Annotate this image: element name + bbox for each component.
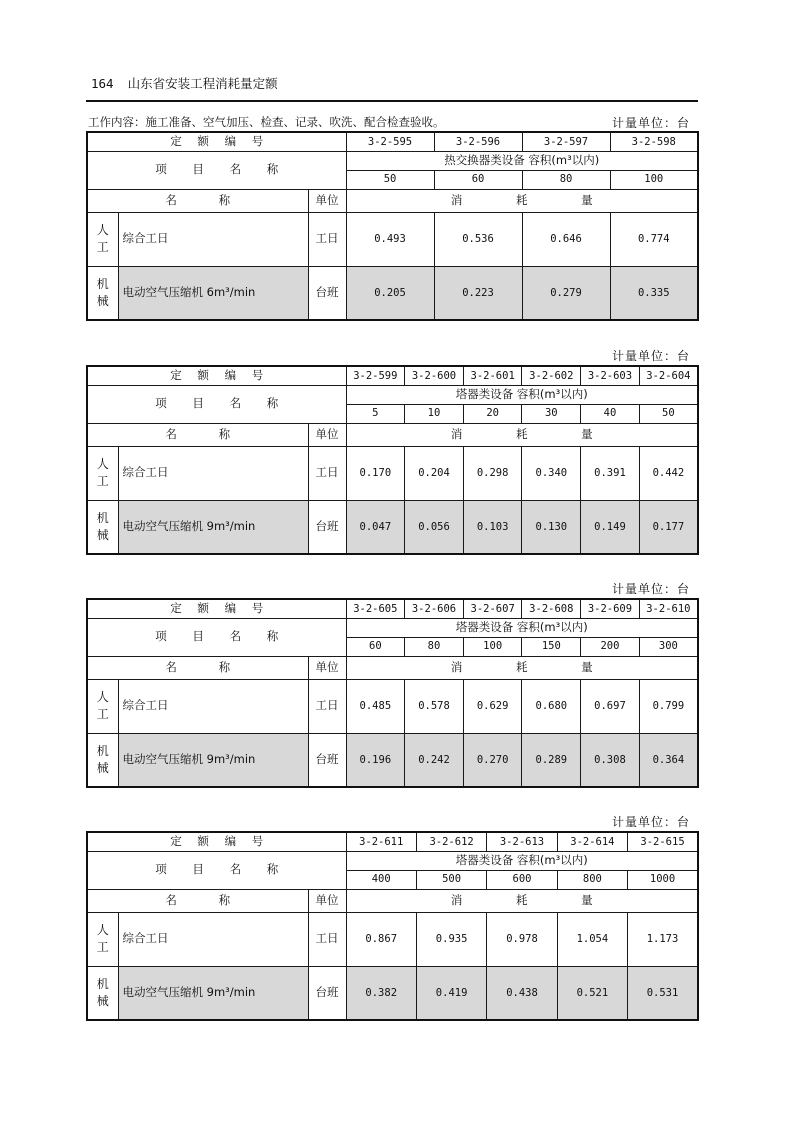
resource-name: 电动空气压缩机 9m³/min (118, 966, 308, 1020)
unit-column-header: 单位 (308, 189, 346, 212)
labor-row (87, 446, 698, 500)
quota-table (86, 365, 699, 555)
quota-code: 3-2-602 (522, 366, 581, 385)
quota-table (86, 831, 699, 1021)
volume-size: 300 (639, 637, 698, 656)
resource-unit: 台班 (308, 966, 346, 1020)
quota-code: 3-2-608 (522, 599, 581, 618)
consumption-value: 0.308 (581, 733, 640, 787)
quota-code: 3-2-598 (610, 132, 698, 151)
volume-size: 80 (522, 170, 610, 189)
volume-size: 200 (581, 637, 640, 656)
consumption-value: 0.935 (416, 912, 486, 966)
quota-code: 3-2-597 (522, 132, 610, 151)
consumption-value: 0.340 (522, 446, 581, 500)
column-header-row (87, 189, 698, 212)
consumption-value: 0.204 (405, 446, 464, 500)
quota-code: 3-2-603 (581, 366, 640, 385)
volume-size: 30 (522, 404, 581, 423)
equipment-category: 塔器类设备 容积(m³以内) (346, 851, 698, 870)
volume-size: 150 (522, 637, 581, 656)
volume-size: 800 (557, 870, 627, 889)
consumption-value: 0.485 (346, 679, 405, 733)
column-header-row (87, 889, 698, 912)
quota-code: 3-2-596 (434, 132, 522, 151)
resource-name: 电动空气压缩机 6m³/min (118, 266, 308, 320)
consumption-value: 0.170 (346, 446, 405, 500)
consumption-header: 消 耗 量 (346, 189, 698, 212)
resource-group-cell (87, 500, 118, 554)
volume-size: 60 (434, 170, 522, 189)
resource-name: 综合工日 (118, 679, 308, 733)
consumption-value: 0.382 (346, 966, 416, 1020)
resource-unit: 台班 (308, 266, 346, 320)
consumption-value: 1.054 (557, 912, 627, 966)
consumption-value: 0.270 (463, 733, 522, 787)
consumption-value: 0.536 (434, 212, 522, 266)
resource-name: 电动空气压缩机 9m³/min (118, 733, 308, 787)
resource-name: 综合工日 (118, 912, 308, 966)
consumption-header: 消 耗 量 (346, 656, 698, 679)
quota-code: 3-2-595 (346, 132, 434, 151)
consumption-value: 0.391 (581, 446, 640, 500)
quota-code: 3-2-599 (346, 366, 405, 385)
consumption-header: 消 耗 量 (346, 423, 698, 446)
consumption-value: 0.978 (487, 912, 557, 966)
item-name-label: 项 目 名 称 (87, 618, 346, 656)
machinery-row (87, 966, 698, 1020)
quota-code: 3-2-613 (487, 832, 557, 851)
consumption-value: 0.196 (346, 733, 405, 787)
volume-size: 400 (346, 870, 416, 889)
item-name-label: 项 目 名 称 (87, 151, 346, 189)
quota-table (86, 598, 699, 788)
volume-size: 40 (581, 404, 640, 423)
resource-group-cell (87, 266, 118, 320)
quota-code: 3-2-604 (639, 366, 698, 385)
equipment-category: 塔器类设备 容积(m³以内) (346, 385, 698, 404)
quota-code: 3-2-607 (463, 599, 522, 618)
equipment-category: 热交换器类设备 容积(m³以内) (346, 151, 698, 170)
consumption-value: 0.056 (405, 500, 464, 554)
volume-size: 80 (405, 637, 464, 656)
consumption-value: 0.438 (487, 966, 557, 1020)
resource-name: 综合工日 (118, 212, 308, 266)
name-column-header: 名 称 (87, 889, 308, 912)
consumption-value: 0.629 (463, 679, 522, 733)
volume-size: 10 (405, 404, 464, 423)
consumption-value: 0.103 (463, 500, 522, 554)
quota-code: 3-2-615 (628, 832, 698, 851)
quota-code-label: 定 额 编 号 (87, 832, 346, 851)
unit-column-header: 单位 (308, 423, 346, 446)
labor-row (87, 212, 698, 266)
name-column-header: 名 称 (87, 656, 308, 679)
column-header-row (87, 423, 698, 446)
quota-code: 3-2-609 (581, 599, 640, 618)
volume-size: 50 (639, 404, 698, 423)
quota-code: 3-2-601 (463, 366, 522, 385)
resource-name: 电动空气压缩机 9m³/min (118, 500, 308, 554)
volume-size: 500 (416, 870, 486, 889)
category-row (87, 618, 698, 637)
consumption-value: 0.419 (416, 966, 486, 1020)
consumption-value: 0.774 (610, 212, 698, 266)
name-column-header: 名 称 (87, 423, 308, 446)
quota-code: 3-2-614 (557, 832, 627, 851)
quota-code: 3-2-612 (416, 832, 486, 851)
consumption-value: 0.047 (346, 500, 405, 554)
machinery-row (87, 733, 698, 787)
consumption-value: 0.867 (346, 912, 416, 966)
quota-code: 3-2-610 (639, 599, 698, 618)
consumption-value: 0.149 (581, 500, 640, 554)
quota-code: 3-2-611 (346, 832, 416, 851)
header-rule (86, 100, 698, 102)
resource-unit: 台班 (308, 500, 346, 554)
resource-group-cell (87, 212, 118, 266)
labor-row (87, 679, 698, 733)
consumption-value: 0.205 (346, 266, 434, 320)
resource-unit: 工日 (308, 446, 346, 500)
resource-unit: 工日 (308, 212, 346, 266)
consumption-value: 0.242 (405, 733, 464, 787)
unit-of-measure-label: 计量单位：台 (611, 582, 690, 596)
resource-group-label: 机械 (96, 976, 109, 1008)
unit-of-measure-label: 计量单位：台 (611, 116, 690, 130)
quota-code-row (87, 599, 698, 618)
resource-group-cell (87, 733, 118, 787)
quota-table (86, 131, 699, 321)
machinery-row (87, 266, 698, 320)
consumption-value: 0.799 (639, 679, 698, 733)
page-number: 164 (91, 76, 114, 91)
category-row (87, 151, 698, 170)
quota-code: 3-2-606 (405, 599, 464, 618)
consumption-value: 0.279 (522, 266, 610, 320)
quota-code-row (87, 132, 698, 151)
quota-code-label: 定 额 编 号 (87, 366, 346, 385)
resource-unit: 工日 (308, 679, 346, 733)
resource-unit: 工日 (308, 912, 346, 966)
volume-size: 20 (463, 404, 522, 423)
quota-code-label: 定 额 编 号 (87, 599, 346, 618)
running-header (91, 74, 278, 92)
resource-group-label: 机械 (96, 510, 109, 542)
consumption-value: 0.521 (557, 966, 627, 1020)
resource-group-cell (87, 966, 118, 1020)
resource-group-cell (87, 446, 118, 500)
volume-size: 100 (463, 637, 522, 656)
consumption-value: 0.335 (610, 266, 698, 320)
unit-column-header: 单位 (308, 889, 346, 912)
machinery-row (87, 500, 698, 554)
resource-name: 综合工日 (118, 446, 308, 500)
volume-size: 60 (346, 637, 405, 656)
consumption-value: 0.493 (346, 212, 434, 266)
consumption-value: 0.697 (581, 679, 640, 733)
consumption-value: 0.289 (522, 733, 581, 787)
unit-of-measure-label: 计量单位：台 (611, 815, 690, 829)
quota-code-label: 定 额 编 号 (87, 132, 346, 151)
consumption-value: 0.680 (522, 679, 581, 733)
labor-row (87, 912, 698, 966)
consumption-value: 0.130 (522, 500, 581, 554)
category-row (87, 851, 698, 870)
quota-code-row (87, 832, 698, 851)
volume-size: 1000 (628, 870, 698, 889)
consumption-value: 1.173 (628, 912, 698, 966)
column-header-row (87, 656, 698, 679)
resource-group-cell (87, 679, 118, 733)
quota-code-row (87, 366, 698, 385)
consumption-value: 0.531 (628, 966, 698, 1020)
item-name-label: 项 目 名 称 (87, 851, 346, 889)
unit-column-header: 单位 (308, 656, 346, 679)
volume-size: 100 (610, 170, 698, 189)
consumption-value: 0.223 (434, 266, 522, 320)
consumption-value: 0.578 (405, 679, 464, 733)
quota-code: 3-2-600 (405, 366, 464, 385)
book-title: 山东省安装工程消耗量定额 (127, 76, 278, 91)
quota-code: 3-2-605 (346, 599, 405, 618)
volume-size: 5 (346, 404, 405, 423)
consumption-value: 0.442 (639, 446, 698, 500)
consumption-header: 消 耗 量 (346, 889, 698, 912)
volume-size: 50 (346, 170, 434, 189)
resource-group-label: 人工 (96, 690, 109, 721)
resource-unit: 台班 (308, 733, 346, 787)
unit-of-measure-label: 计量单位：台 (611, 349, 690, 363)
work-content-text: 工作内容：施工准备、空气加压、检查、记录、吹洗、配合检查验收。 (88, 115, 445, 129)
consumption-value: 0.177 (639, 500, 698, 554)
name-column-header: 名 称 (87, 189, 308, 212)
resource-group-label: 机械 (96, 743, 109, 775)
resource-group-label: 人工 (96, 223, 109, 254)
resource-group-label: 机械 (96, 276, 109, 308)
resource-group-label: 人工 (96, 923, 109, 954)
consumption-value: 0.646 (522, 212, 610, 266)
item-name-label: 项 目 名 称 (87, 385, 346, 423)
resource-group-label: 人工 (96, 457, 109, 488)
category-row (87, 385, 698, 404)
consumption-value: 0.364 (639, 733, 698, 787)
resource-group-cell (87, 912, 118, 966)
equipment-category: 塔器类设备 容积(m³以内) (346, 618, 698, 637)
consumption-value: 0.298 (463, 446, 522, 500)
volume-size: 600 (487, 870, 557, 889)
